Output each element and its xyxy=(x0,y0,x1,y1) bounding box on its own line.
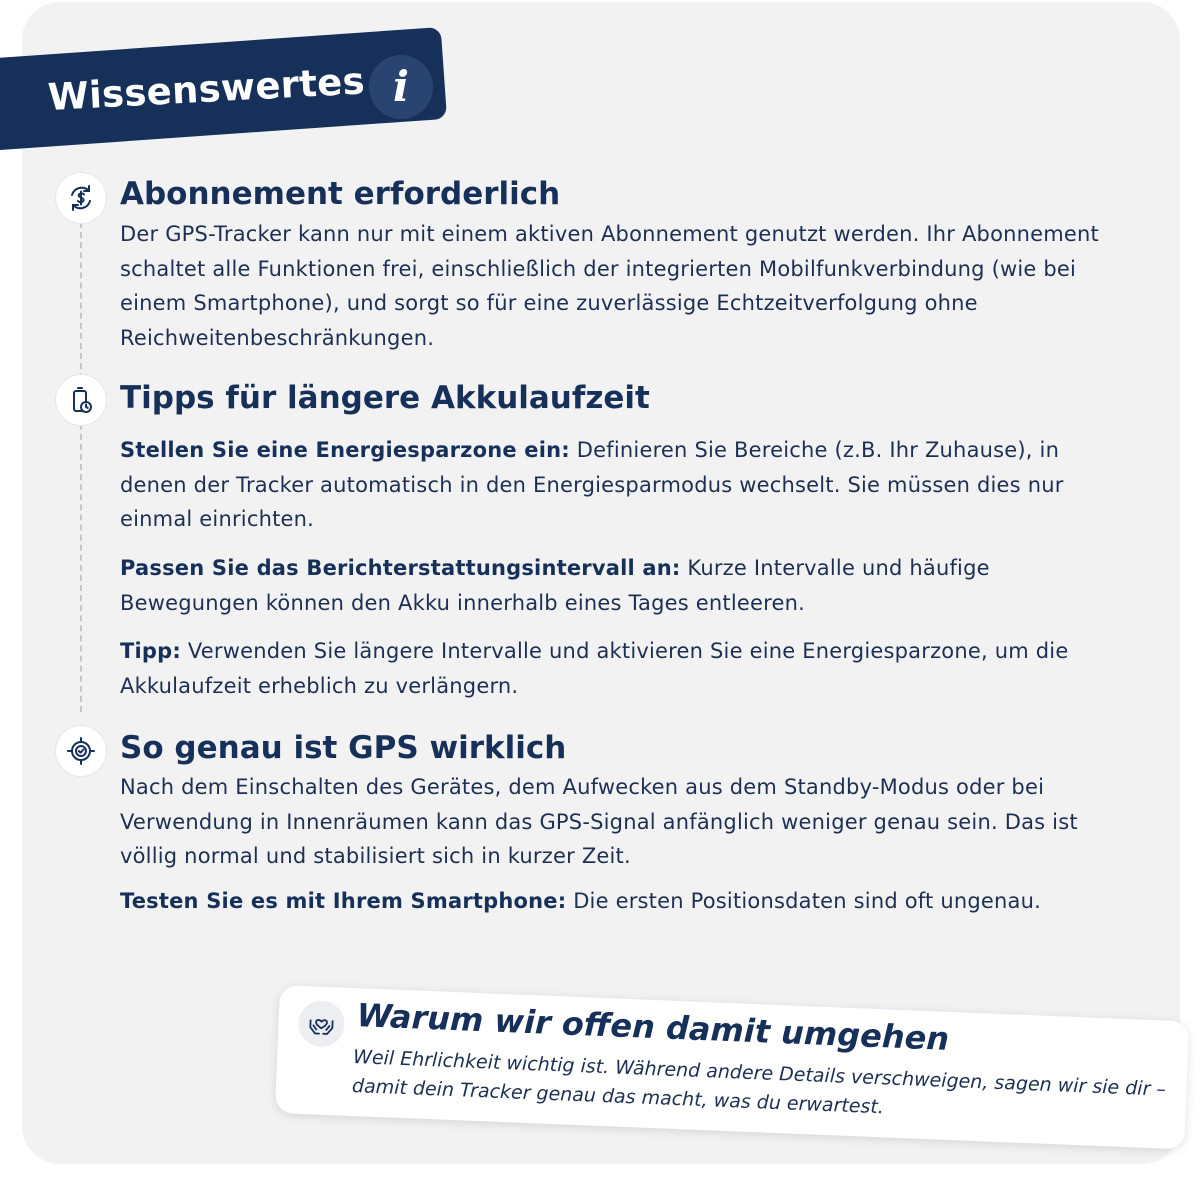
section-text-gps: Nach dem Einschalten des Gerätes, dem Aufwecken aus dem Standby-Modus oder bei Verwendung in Innenräumen kann das GPS-Signal anfänglich weniger genau sein. Das ist völlig normal und stabilisiert sich in kurzer Zeit. xyxy=(120,775,1078,868)
tip-smartphone xyxy=(120,880,1050,922)
money-refresh-icon xyxy=(56,173,106,223)
section-text-subscription: Der GPS-Tracker kann nur mit einem aktiven Abonnement genutzt werden. Ihr Abonnement schaltet alle Funktionen frei, einschließlich der integrierten Mobilfunkverbindung (wie bei einem Smartphone), und sorgt so für eine zuverlässige Echtzeitverfolgung ohne Reichweitenbeschränkungen. xyxy=(120,222,1099,350)
banner-title: Wissenswertes xyxy=(46,59,366,119)
timeline-line xyxy=(80,222,82,712)
target-check-icon xyxy=(56,726,106,776)
section-title-gps: So genau ist GPS wirklich xyxy=(120,730,567,766)
tip-energy-zone xyxy=(120,433,1130,537)
tip-smartphone-text: Die ersten Positionsdaten sind oft ungenau. xyxy=(566,889,1041,913)
tip-smartphone-label: Testen Sie es mit Ihrem Smartphone: xyxy=(120,889,567,913)
note-title: Warum wir offen damit umgehen xyxy=(356,996,950,1058)
section-title-subscription: Abonnement erforderlich xyxy=(120,176,561,212)
tip-interval-label: Passen Sie das Berichterstattungsintervall an: xyxy=(120,556,681,580)
tip-general-text: Verwenden Sie längere Intervalle und aktivieren Sie eine Energiesparzone, um die Akkulaufzeit erheblich zu verlängern. xyxy=(120,639,1069,698)
section-title-battery: Tipps für längere Akkulaufzeit xyxy=(120,380,650,416)
tip-general xyxy=(120,634,1130,703)
tip-energy-zone-text: Definieren Sie Bereiche (z.B. Ihr Zuhause), in denen der Tracker automatisch in den Energiesparmodus wechselt. Sie müssen dies nur einmal einrichten. xyxy=(120,438,1064,531)
hands-heart-icon xyxy=(298,1000,346,1048)
tip-interval-text: Kurze Intervalle und häufige Bewegungen können den Akku innerhalb eines Tages entleeren. xyxy=(120,556,990,615)
tip-general-label: Tipp: xyxy=(120,639,181,663)
tip-interval xyxy=(120,551,1130,620)
tip-energy-zone-label: Stellen Sie eine Energiesparzone ein: xyxy=(120,438,570,462)
info-icon: i xyxy=(369,55,433,119)
battery-clock-icon xyxy=(56,375,106,425)
note-text: Weil Ehrlichkeit wichtig ist. Während andere Details verschweigen, sagen wir sie dir – damit dein Tracker genau das macht, was du erwartest. xyxy=(351,1046,1167,1119)
